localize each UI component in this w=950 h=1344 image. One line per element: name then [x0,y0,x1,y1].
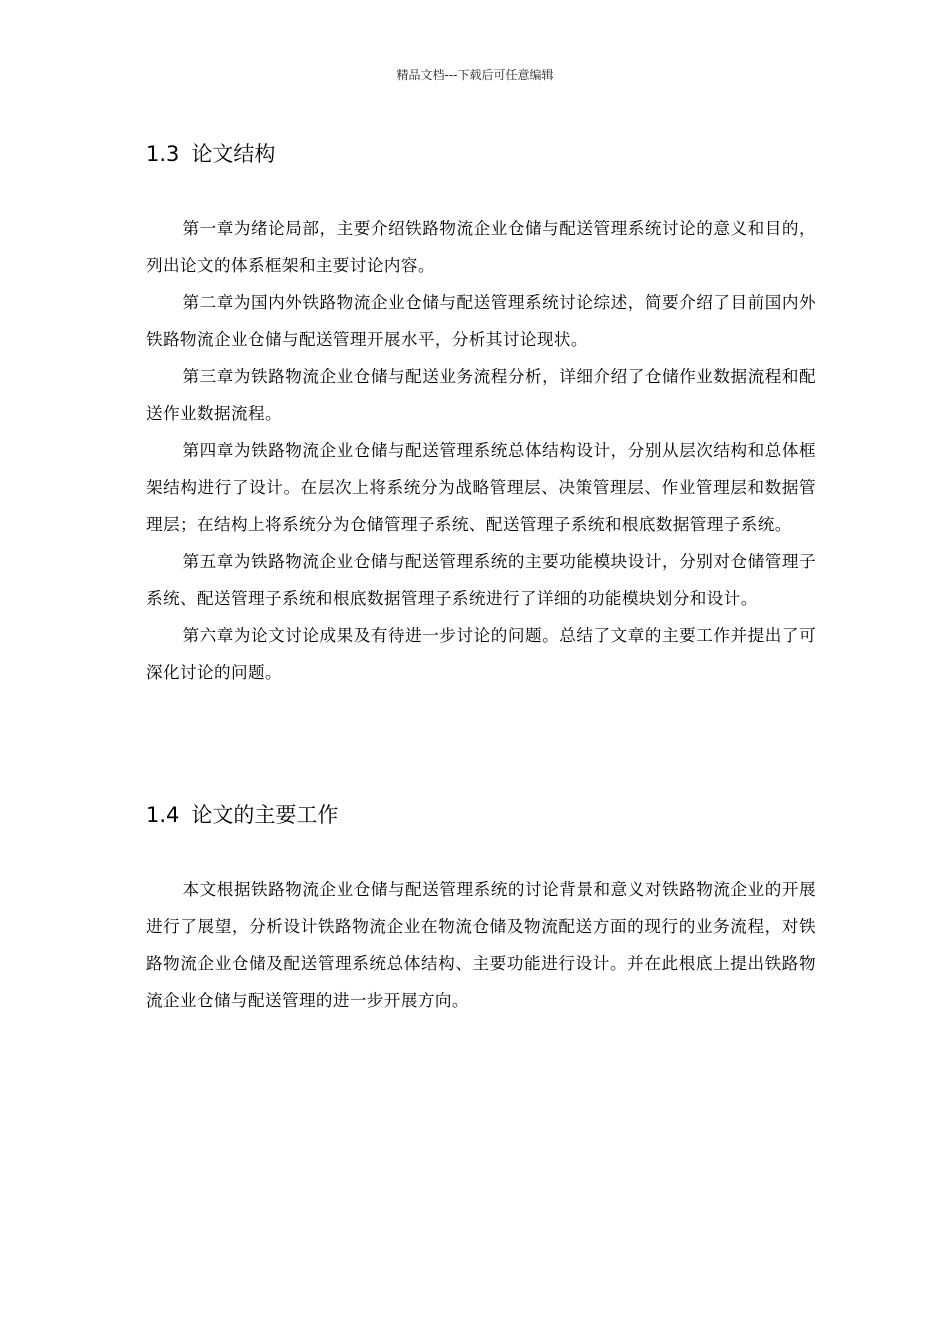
paragraph: 本文根据铁路物流企业仓储与配送管理系统的讨论背景和意义对铁路物流企业的开展进行了展望，分析设计铁路物流企业在物流仓储及物流配送方面的现行的业务流程，对铁路物流企业仓储及配送管理系统总体结构、主要功能进行设计。并在此根底上提出铁路物流企业仓储与配送管理的进一步开展方向。 [146,880,816,1010]
section-body-1-3 [146,210,816,691]
section-title-text: 论文的主要工作 [191,803,339,827]
paragraph: 第二章为国内外铁路物流企业仓储与配送管理系统讨论综述，简要介绍了目前国内外铁路物流企业仓储与配送管理开展水平，分析其讨论现状。 [146,293,816,349]
paragraph: 第五章为铁路物流企业仓储与配送管理系统的主要功能模块设计，分别对仓储管理子系统、配送管理子系统和根底数据管理子系统进行了详细的功能模块划分和设计。 [146,552,816,608]
section-heading-1-3 [146,138,275,168]
section-number: 1.3 [146,142,180,166]
section-title-text: 论文结构 [191,142,276,166]
paragraph: 第四章为铁路物流企业仓储与配送管理系统总体结构设计，分别从层次结构和总体框架结构进行了设计。在层次上将系统分为战略管理层、决策管理层、作业管理层和数据管理层；在结构上将系统分为仓储管理子系统、配送管理子系统和根底数据管理子系统。 [146,441,816,534]
paragraph: 第一章为绪论局部，主要介绍铁路物流企业仓储与配送管理系统讨论的意义和目的，列出论文的体系框架和主要讨论内容。 [146,219,816,275]
section-body-1-4 [146,871,816,1019]
section-number: 1.4 [146,803,180,827]
section-heading-1-4 [146,799,338,829]
page-header: 精品文档---下载后可任意编辑 [396,68,554,82]
paragraph: 第三章为铁路物流企业仓储与配送业务流程分析，详细介绍了仓储作业数据流程和配送作业数据流程。 [146,367,816,423]
paragraph: 第六章为论文讨论成果及有待进一步讨论的问题。总结了文章的主要工作并提出了可深化讨论的问题。 [146,626,816,682]
